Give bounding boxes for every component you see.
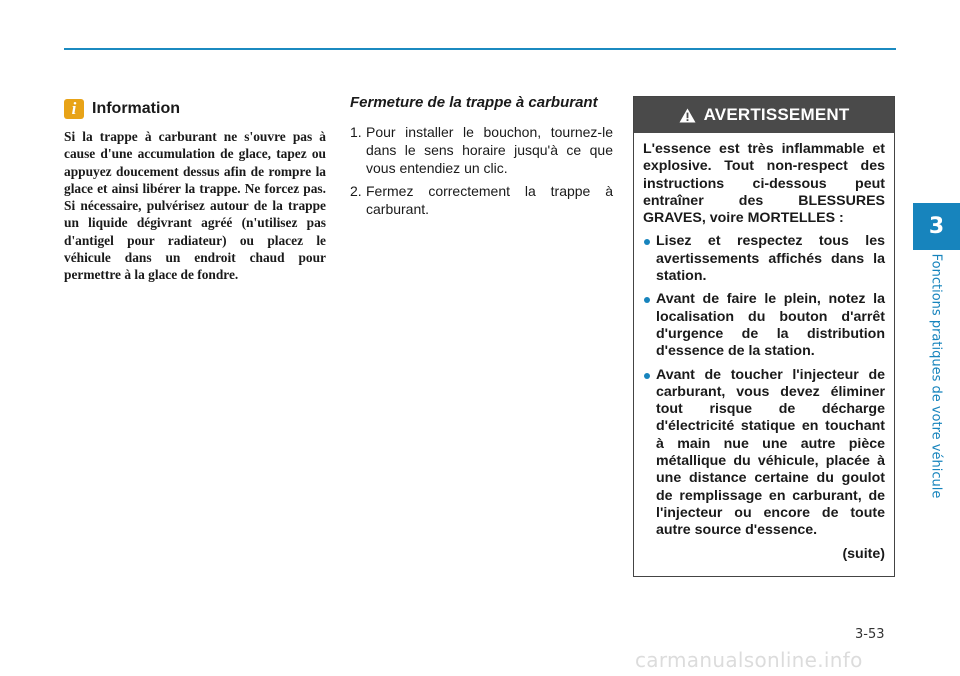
page-number: 3-53 [855, 627, 885, 642]
procedure-step [350, 182, 613, 218]
step-number: 1. [350, 124, 362, 140]
warning-item: Avant de faire le plein, notez la localisation du bouton d'arrêt d'urgence de la distribution d'essence de la station. [643, 291, 885, 360]
watermark: carmanualsonline.info [635, 648, 863, 672]
info-header [64, 96, 326, 122]
warning-box [633, 96, 895, 577]
warning-continued: (suite) [842, 545, 885, 562]
info-icon: i [64, 99, 84, 119]
procedure-steps [350, 123, 613, 218]
info-title: Information [92, 100, 180, 117]
warning-list [643, 233, 885, 539]
top-rule [64, 48, 896, 50]
warning-body [634, 133, 894, 563]
info-body: Si la trappe à carburant ne s'ouvre pas à cause d'une accumulation de glace, tapez ou appuyez doucement dessus afin de rompre la glace et ainsi libérer la trappe. Ne forcez pas. Si nécessaire, pulvérisez autour de la trappe un liquide dégivrant agréé (n'utilisez pas d'antigel pour radiateur) ou placez le véhicule dans un endroit chaud pour permettre à la glace de fondre. [64, 129, 326, 283]
warning-item: Avant de toucher l'injecteur de carburant, vous devez éliminer tout risque de décharge d'électricité statique en touchant à main nue une autre pièce métallique du véhicule, placée à une distance certaine du goulot de remplissage en carburant, de l'injecteur ou encore de toute autre source d'essence. [643, 367, 885, 540]
chapter-title: Fonctions pratiques de votre véhicule [928, 253, 944, 499]
warning-header [634, 97, 894, 133]
procedure-step [350, 123, 613, 177]
warning-intro: L'essence est très inflammable et explosive. Tout non-respect des instructions ci-dessous peut entraîner des BLESSURES GRAVES, voire MORTELLES : [643, 141, 885, 227]
step-text: Fermez correctement la trappe à carburant. [366, 183, 613, 217]
procedure-section [350, 94, 613, 223]
section-title: Fermeture de la trappe à carburant [350, 94, 598, 111]
step-text: Pour installer le bouchon, tournez-le dans le sens horaire jusqu'à ce que vous entendiez un clic. [366, 124, 613, 176]
step-number: 2. [350, 183, 362, 199]
info-note [64, 96, 326, 284]
warning-triangle-icon [679, 108, 696, 123]
chapter-tab [913, 203, 960, 250]
chapter-number: 3 [928, 214, 945, 239]
warning-item: Lisez et respectez tous les avertissements affichés dans la station. [643, 233, 885, 285]
warning-title: AVERTISSEMENT [703, 105, 850, 124]
